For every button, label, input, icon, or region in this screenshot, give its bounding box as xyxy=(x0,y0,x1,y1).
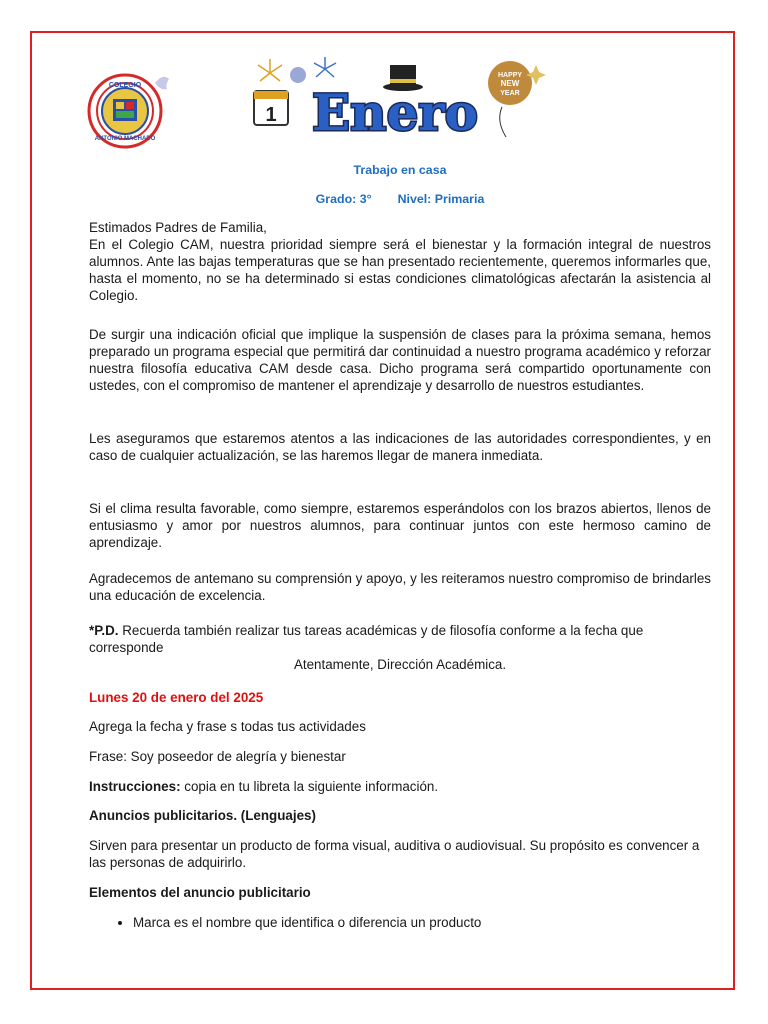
svg-text:YEAR: YEAR xyxy=(500,90,520,97)
letter-intro xyxy=(89,219,711,304)
activity-date: Lunes 20 de enero del 2025 xyxy=(89,690,264,705)
activity-phrase: Frase: Soy poseedor de alegría y bienestar xyxy=(89,749,346,764)
postscript-text: Recuerda también realizar tus tareas académicas y de filosofía conforme a la fecha que corresponde xyxy=(89,623,644,655)
list-item: • Marca es el nombre que identifica o diferencia un producto xyxy=(133,914,711,931)
svg-text:HAPPY: HAPPY xyxy=(497,72,523,79)
letter-paragraph-2: De surgir una indicación oficial que implique la suspensión de clases para la próxima semana, hemos preparado un programa especial que permitirá dar continuidad a nuestro programa académico y reforzar nuestra filosofía educativa CAM desde casa. Dicho programa será compartido oportunamente con ustedes, con el compromiso de mantener el aprendizaje y desarrollo de nuestros estudiantes. xyxy=(89,327,711,393)
letter-paragraph-1: En el Colegio CAM, nuestra prioridad siempre será el bienestar y la formación integral de nuestros alumnos. Ante las bajas temperaturas que se han presentado recientemente, queremos informarles que, hasta el momento, no se ha determinado si estas condiciones climatológicas afectarán la asistencia al Colegio. xyxy=(89,237,711,303)
letter-paragraph-5: Agradecemos de antemano su comprensión y apoyo, y les reiteramos nuestro compromiso de brindarles una educación de excelencia. xyxy=(89,571,711,603)
svg-text:NEW: NEW xyxy=(500,79,520,88)
instructions xyxy=(89,778,711,795)
enero-banner xyxy=(240,55,570,155)
signature: Atentamente, Dirección Académica. xyxy=(293,657,507,672)
postscript-label: *P.D. xyxy=(89,623,119,638)
activity-line-1: Agrega la fecha y frase s todas tus actividades xyxy=(89,719,366,734)
instructions-text: copia en tu libreta la siguiente información. xyxy=(180,779,439,794)
level-label: Nivel: Primaria xyxy=(397,192,485,206)
school-seal-logo xyxy=(85,69,205,159)
letter-greeting: Estimados Padres de Familia, xyxy=(89,220,267,235)
svg-text:COLEGIO: COLEGIO xyxy=(108,82,142,89)
topic-description: Sirven para presentar un producto de forma visual, auditiva o audiovisual. Su propósito es convencer a las personas de adquirirlo. xyxy=(89,838,700,870)
header xyxy=(30,55,735,155)
grade-level-line xyxy=(89,192,711,206)
svg-text:ANTONIO MACHADO: ANTONIO MACHADO xyxy=(94,136,156,142)
svg-text:1: 1 xyxy=(265,104,277,126)
elements-heading: Elementos del anuncio publicitario xyxy=(89,885,311,900)
letter-paragraph-4: Si el clima resulta favorable, como siempre, estaremos esperándolos con los brazos abiertos, llenos de entusiasmo y amor por nuestros alumnos, para continuar juntos con este hermoso camino de aprendizaje. xyxy=(89,501,711,550)
instructions-label: Instrucciones: xyxy=(89,779,181,794)
work-title: Trabajo en casa xyxy=(353,163,447,177)
letter-paragraph-3: Les aseguramos que estaremos atentos a las indicaciones de las autoridades correspondientes, y en caso de cualquier actualización, se las haremos llegar de manera inmediata. xyxy=(89,431,711,463)
topic-heading: Anuncios publicitarios. (Lenguajes) xyxy=(89,808,316,823)
elements-list xyxy=(89,914,711,931)
banner-word: Enero xyxy=(312,83,478,142)
grade-label: Grado: 3° xyxy=(315,192,372,206)
postscript xyxy=(89,622,711,656)
